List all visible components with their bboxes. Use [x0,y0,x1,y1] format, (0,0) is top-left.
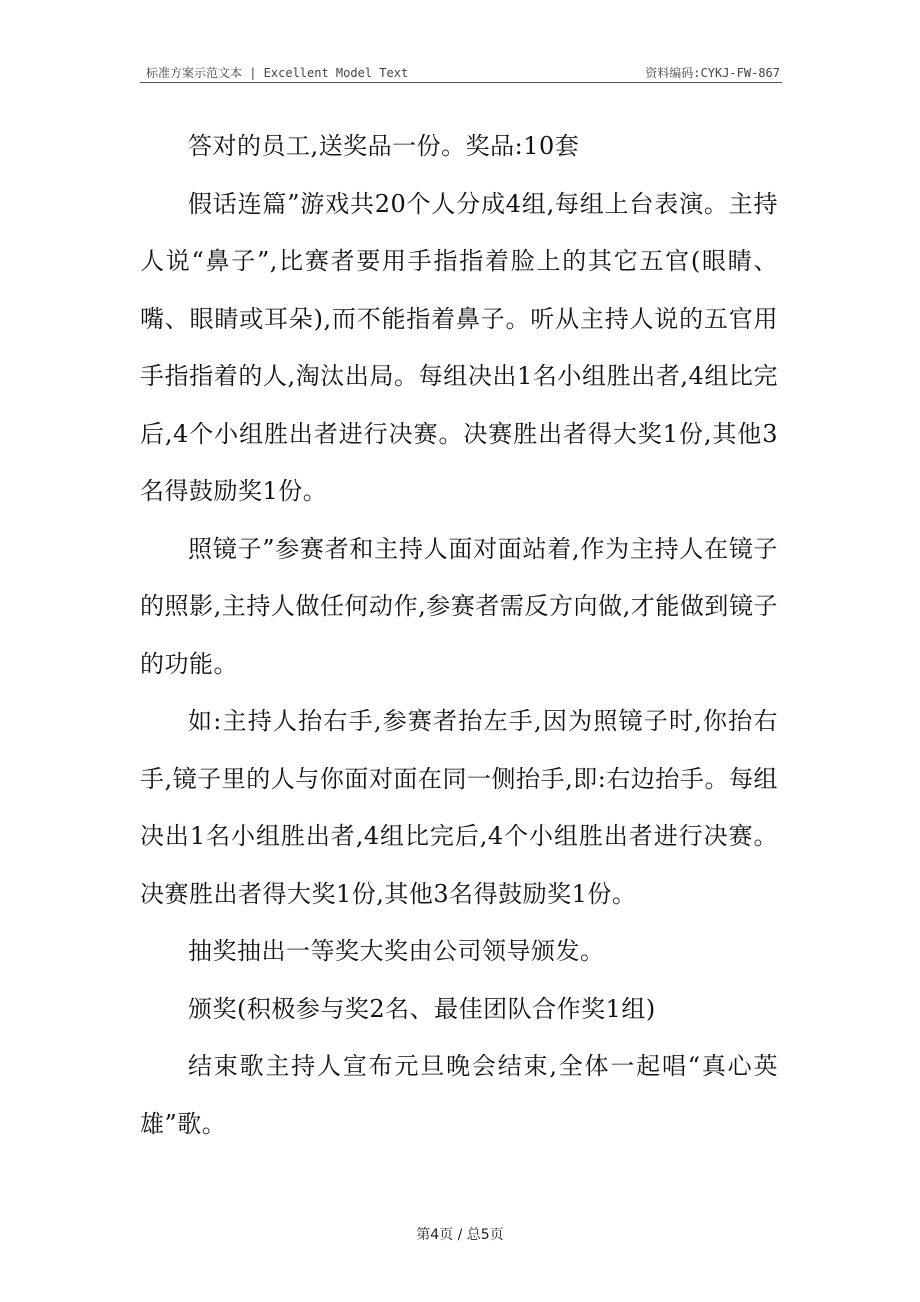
paragraph: 结束歌主持人宣布元旦晚会结束,全体一起唱“真心英雄”歌。 [140,1052,778,1138]
header-title: 标准方案示范文本 | Excellent Model Text [146,66,409,80]
paragraph: 抽奖抽出一等奖大奖由公司领导颁发。 [188,937,605,965]
paragraph: 颁奖(积极参与奖2名、最佳团队合作奖1组) [188,994,656,1023]
document-code: 资料编码:CYKJ-FW-867 [645,66,780,80]
page-header [140,62,782,83]
document-body [140,118,778,1153]
paragraph: 假话连篇”游戏共20个人分成4组,每组上台表演。主持人说“鼻子”,比赛者要用手指指着脸上的其它五官(眼睛、嘴、眼睛或耳朵),而不能指着鼻子。听从主持人说的五官用手指指着的人,淘汰出局。每组决出1名小组胜出者,4组比完后,4个小组胜出者进行决赛。决赛胜出者得大奖1份,其他3名得鼓励奖1份。 [140,189,778,505]
page-number: 第4页 / 总5页 [416,1227,504,1243]
paragraph: 照镜子”参赛者和主持人面对面站着,作为主持人在镜子的照影,主持人做任何动作,参赛者需反方向做,才能做到镜子的功能。 [140,534,778,678]
paragraph: 如:主持人抬右手,参赛者抬左手,因为照镜子时,你抬右手,镜子里的人与你面对面在同一侧抬手,即:右边抬手。每组决出1名小组胜出者,4组比完后,4个小组胜出者进行决赛。决赛胜出者得大奖1份,其他3名得鼓励奖1份。 [140,707,778,908]
paragraph: 答对的员工,送奖品一份。奖品:10套 [188,132,580,160]
